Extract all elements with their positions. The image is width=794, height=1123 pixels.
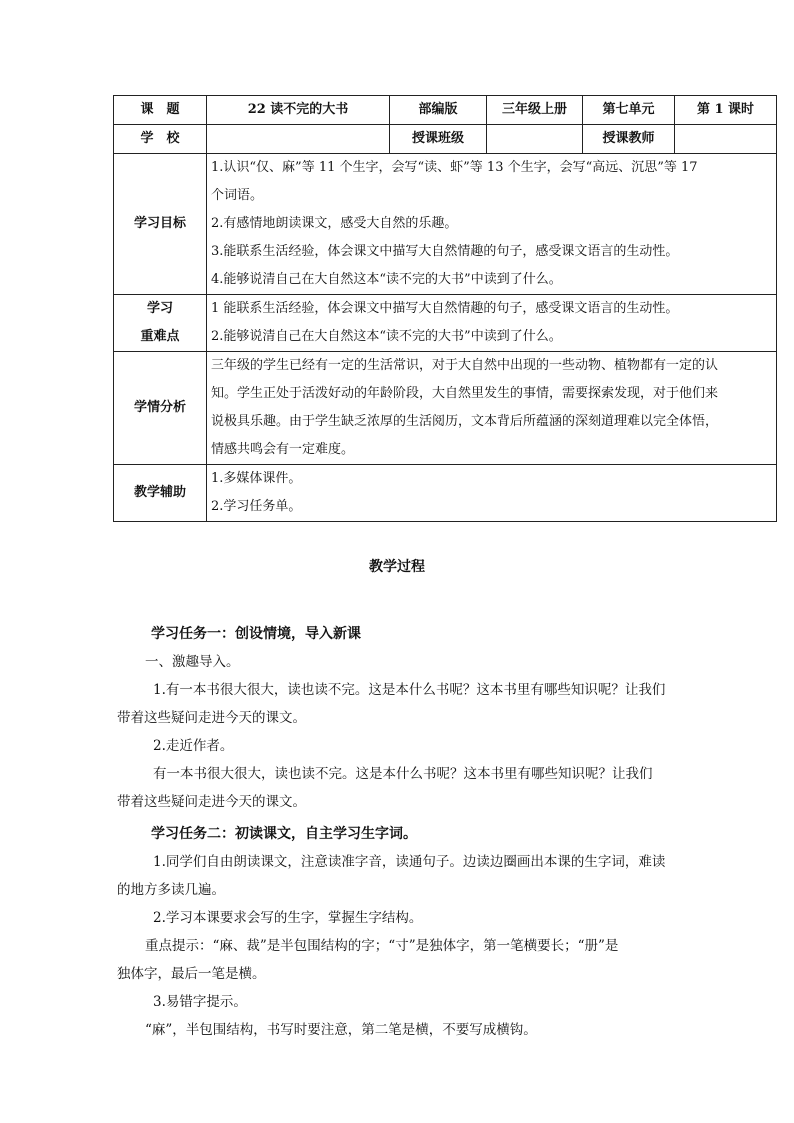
- key-points-content: [207, 295, 777, 352]
- analysis-line: 情感共鸣会有一定难度。: [211, 442, 355, 457]
- paragraph: 3.易错字提示。: [153, 994, 247, 1010]
- analysis-line: 说极具乐趣。由于学生缺乏浓厚的生活阅历，文本背后所蕴涵的深刻道理难以完全体悟，: [211, 414, 719, 429]
- key-line: 2.能够说清自己在大自然这本“读不完的大书”中读到了什么。: [211, 329, 562, 344]
- table-row: [114, 96, 777, 125]
- teacher-label: 授课教师: [583, 125, 675, 154]
- school-label: 学 校: [114, 125, 207, 154]
- paragraph: “麻”，半包围结构，书写时要注意，第二笔是横，不要写成横钩。: [145, 1022, 537, 1038]
- section-heading: 一、激趣导入。: [145, 654, 240, 670]
- edition-value: 部编版: [390, 96, 487, 125]
- table-row: [114, 295, 777, 352]
- analysis-line: 三年级的学生已经有一定的生活常识，对于大自然中出现的一些动物、植物都有一定的认: [211, 358, 719, 373]
- paragraph: 有一本书很大很大，读也读不完。这是本什么书呢？这本书里有哪些知识呢？让我们: [153, 766, 653, 782]
- grade-value: 三年级上册: [487, 96, 583, 125]
- goal-line: 4.能够说清自己在大自然这本“读不完的大书”中读到了什么。: [211, 272, 562, 287]
- paragraph: 带着这些疑问走进今天的课文。: [117, 710, 306, 726]
- analysis-content: [207, 352, 777, 465]
- table-row: [114, 465, 777, 522]
- period-value: 第 1 课时: [675, 96, 777, 125]
- goals-content: [207, 154, 777, 295]
- unit-value: 第七单元: [583, 96, 675, 125]
- paragraph: 2.学习本课要求会写的生字，掌握生字结构。: [153, 910, 423, 926]
- analysis-label: 学情分析: [114, 352, 207, 465]
- analysis-line: 知。学生正处于活泼好动的年龄阶段，大自然里发生的事情，需要探索发现，对于他们来: [211, 386, 719, 401]
- paragraph: 2.走近作者。: [153, 738, 234, 754]
- task-heading: 学习任务二：初读课文，自主学习生字词。: [151, 826, 417, 842]
- lesson-title-label: 课 题: [114, 96, 207, 125]
- paragraph: 重点提示：“麻、裁”是半包围结构的字；“寸”是独体字，第一笔横要长；“册”是: [145, 938, 619, 954]
- task-heading: 学习任务一：创设情境，导入新课: [151, 626, 361, 642]
- key-points-label: 学习 重难点: [114, 295, 207, 352]
- lesson-title-value: 22 读不完的大书: [207, 96, 390, 125]
- key-line: 1 能联系生活经验，体会课文中描写大自然情趣的句子，感受课文语言的生动性。: [211, 301, 679, 316]
- goal-line: 个词语。: [211, 188, 264, 203]
- class-label: 授课班级: [390, 125, 487, 154]
- goals-label: 学习目标: [114, 154, 207, 295]
- aid-line: 2.学习任务单。: [211, 499, 302, 514]
- aids-label: 教学辅助: [114, 465, 207, 522]
- aid-line: 1.多媒体课件。: [211, 471, 302, 486]
- lesson-info-table: [113, 95, 777, 522]
- paragraph: 带着这些疑问走进今天的课文。: [117, 794, 306, 810]
- table-row: [114, 352, 777, 465]
- table-row: [114, 154, 777, 295]
- paragraph: 1.同学们自由朗读课文，注意读准字音，读通句子。边读边圈画出本课的生字词，难读: [153, 854, 666, 870]
- aids-content: [207, 465, 777, 522]
- paragraph: 的地方多读几遍。: [117, 882, 225, 898]
- process-body: [117, 616, 677, 1044]
- table-row: [114, 125, 777, 154]
- teacher-value: [675, 125, 777, 154]
- paragraph: 1.有一本书很大很大，读也读不完。这是本什么书呢？这本书里有哪些知识呢？让我们: [153, 682, 666, 698]
- goal-line: 2.有感情地朗读课文，感受大自然的乐趣。: [211, 216, 458, 231]
- paragraph: 独体字，最后一笔是横。: [117, 966, 266, 982]
- school-value: [207, 125, 390, 154]
- goal-line: 1.认识“仅、麻”等 11 个生字，会写“读、虾”等 13 个生字，会写“高远、沉思”等 17: [211, 160, 698, 175]
- class-value: [487, 125, 583, 154]
- process-title: 教学过程: [369, 559, 425, 575]
- goal-line: 3.能联系生活经验，体会课文中描写大自然情趣的句子，感受课文语言的生动性。: [211, 244, 679, 259]
